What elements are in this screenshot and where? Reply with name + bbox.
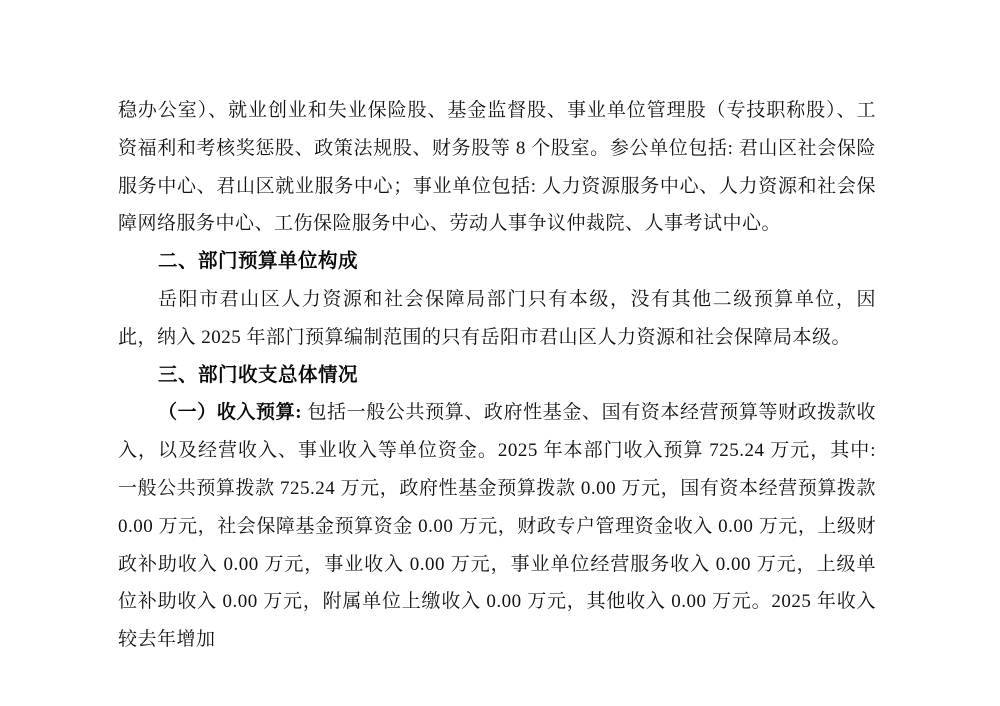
document-body	[118, 92, 876, 659]
heading-revenue-expenditure-overview: 三、部门收支总体情况	[158, 363, 359, 386]
paragraph-department-internal-units: 稳办公室）、就业创业和失业保险股、基金监督股、事业单位管理股（专技职称股）、工资福利和考核奖惩股、政策法规股、财务股等 8 个股室。参公单位包括: 君山区社会保险服务中心、君山区就业服务中心；事业单位包括: 人力资源服务中心、人力资源和社会保障网络服务中心、工伤保险服务中心、劳动人事争议仲裁院、人事考试中心。	[118, 100, 876, 235]
income-budget-text: 包括一般公共预算、政府性基金、国有资本经营预算等财政拨款收入，以及经营收入、事业收入等单位资金。2025 年本部门收入预算 725.24 万元，其中: 一般公共预算拨款 725.24 万元，政府性基金预算拨款 0.00 万元，国有资本经营预算拨款 0.00 万元，社会保障基金预算资金 0.00 万元，财政专户管理资金收入 0.00 万元，上级财政补助收入 0.00 万元，事业收入 0.00 万元，事业单位经营服务收入 0.00 万元，上级单位补助收入 0.00 万元，附属单位上缴收入 0.00 万元，其他收入 0.00 万元。2025 年收入较去年增加	[118, 402, 876, 651]
paragraph-income-budget	[118, 394, 876, 659]
paragraph-budget-unit-composition: 岳阳市君山区人力资源和社会保障局部门只有本级，没有其他二级预算单位，因此，纳入 2025 年部门预算编制范围的只有岳阳市君山区人力资源和社会保障局本级。	[118, 288, 876, 348]
heading-budget-unit-composition: 二、部门预算单位构成	[158, 250, 359, 273]
income-budget-lead-label: （一）收入预算:	[158, 402, 308, 424]
